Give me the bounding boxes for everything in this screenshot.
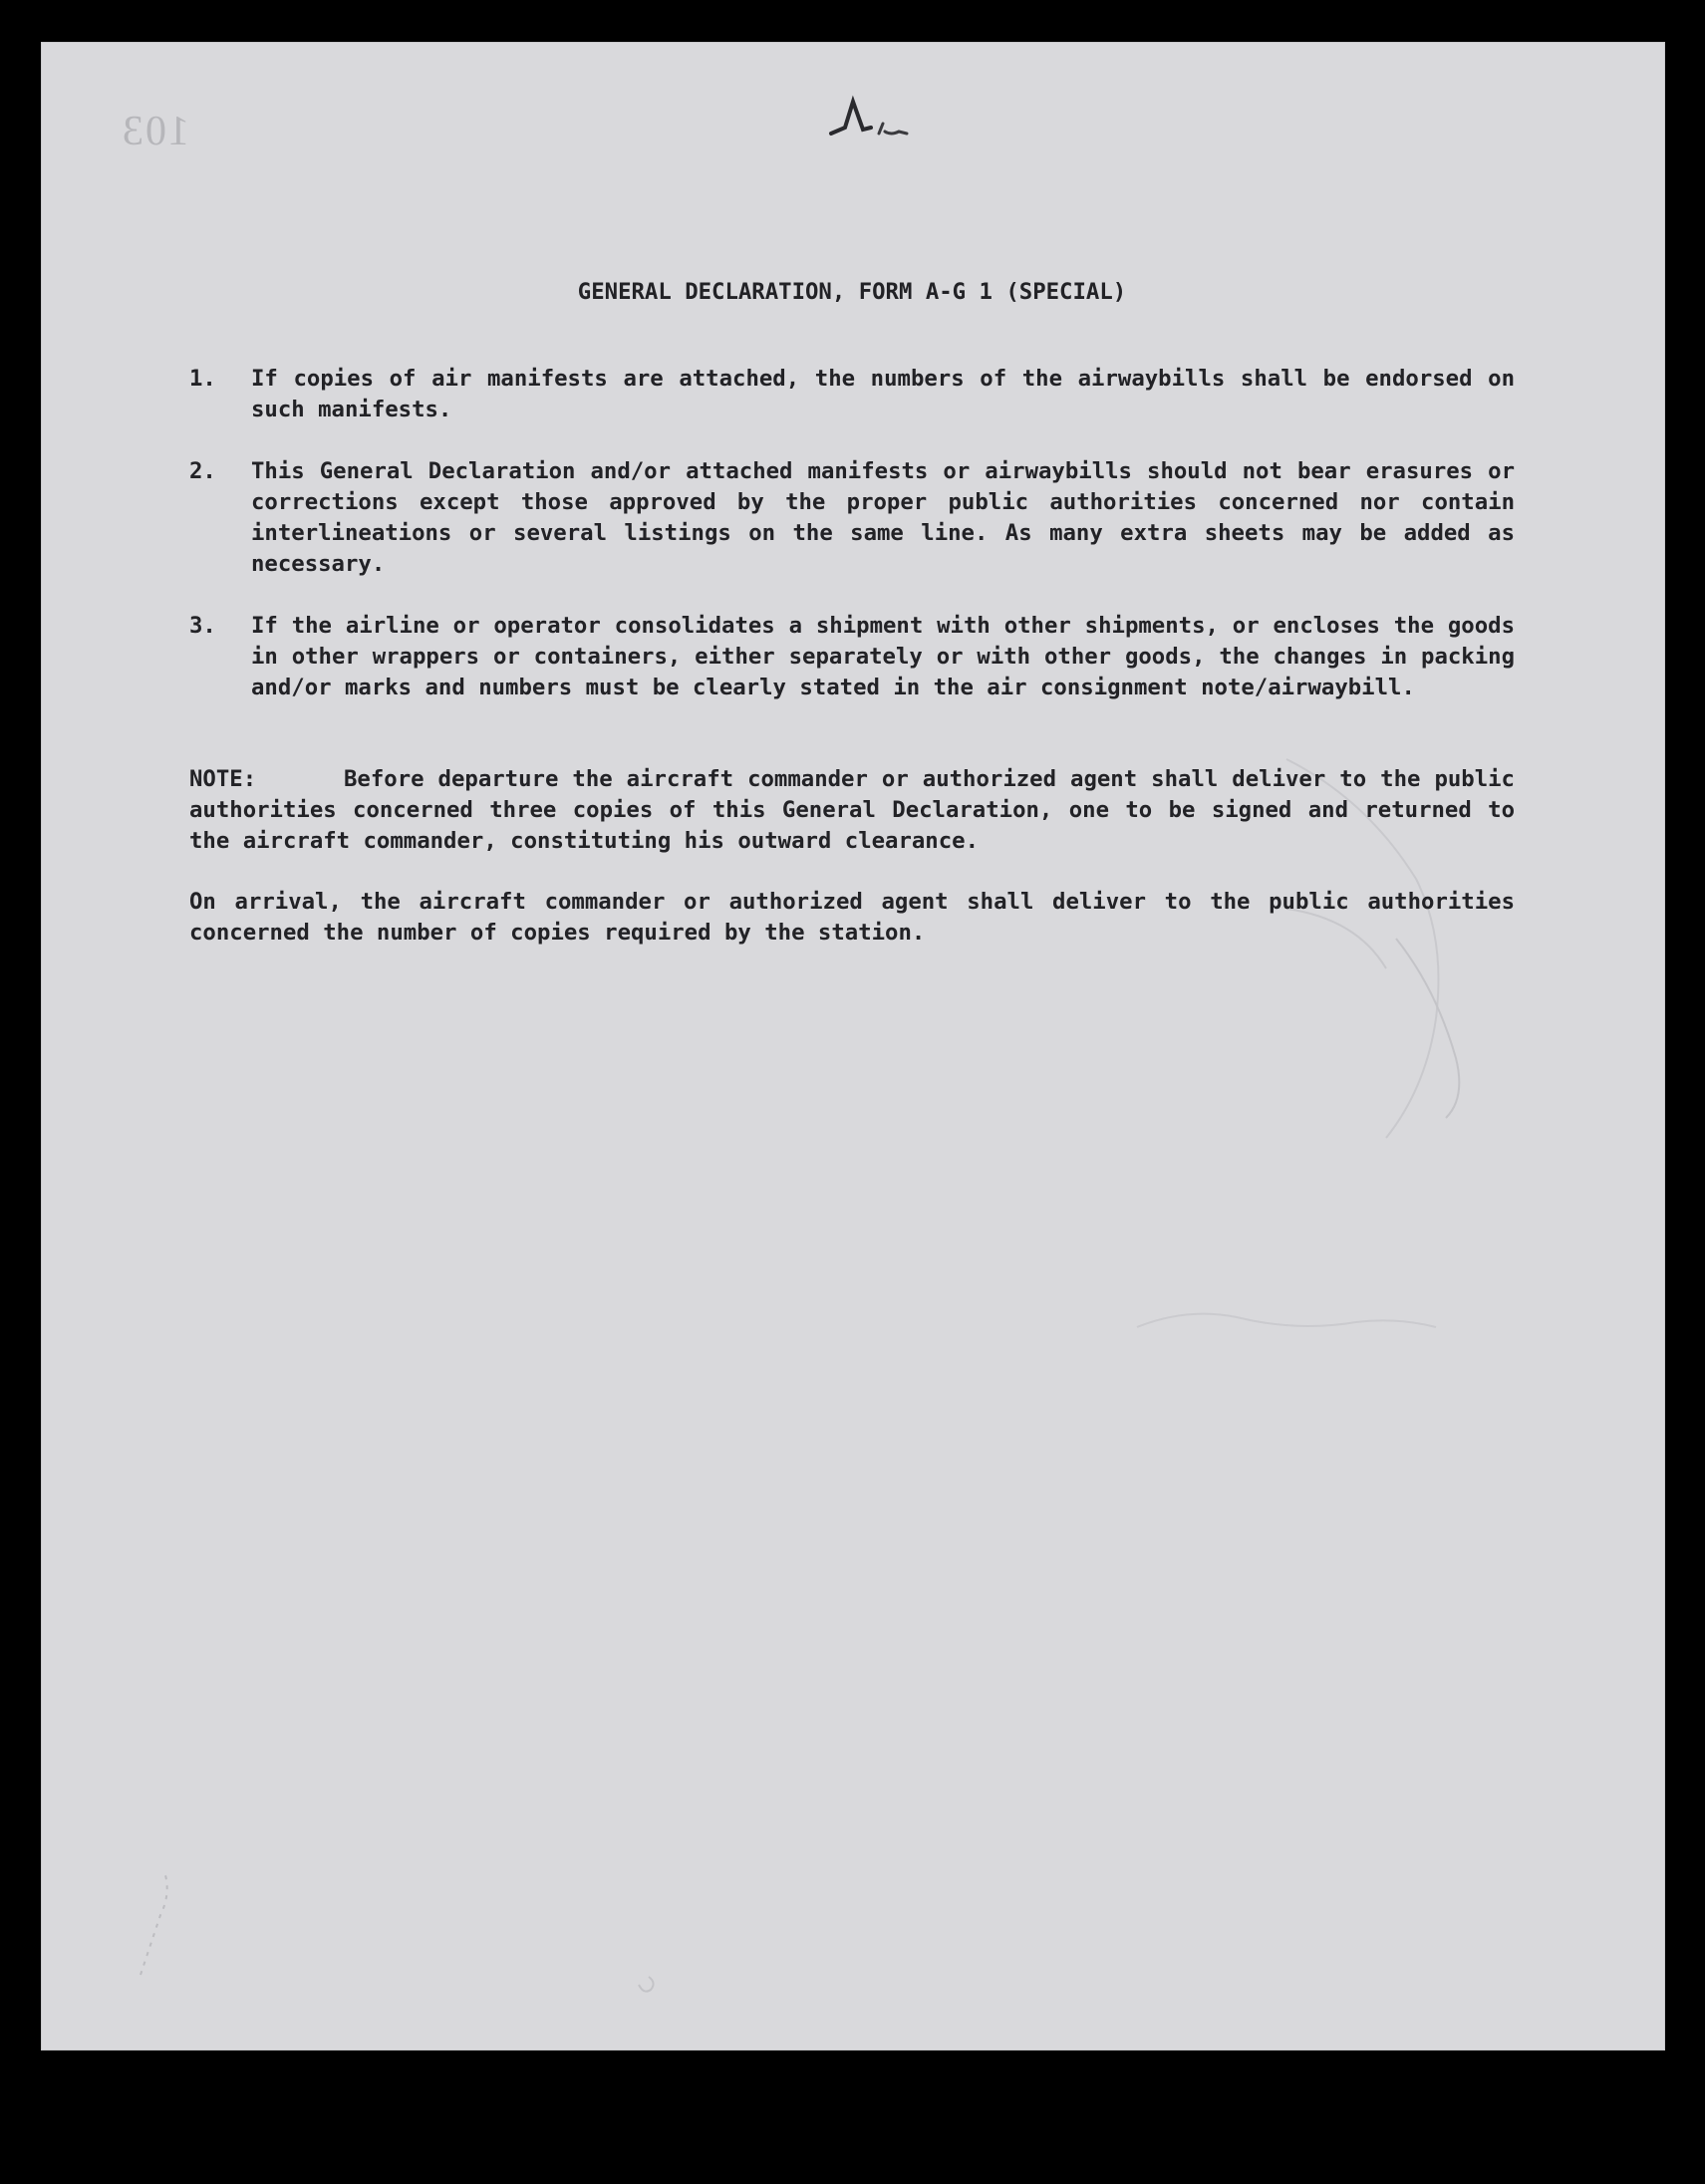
note-text: Before departure the aircraft commander or authorized agent shall deliver to the public authorities concerned three copies of this General Declaration, one to be signed and returned to the aircraft commander, constituting his outward clearance. (189, 766, 1515, 854)
item-text: If copies of air manifests are attached, the numbers of the airwaybills shall be endorsed on such manifests. (251, 366, 1515, 422)
list-item (189, 456, 1515, 580)
faint-page-number: 103 (121, 109, 189, 154)
item-number: 3. (189, 613, 216, 639)
item-number: 1. (189, 366, 216, 392)
arrival-paragraph: On arrival, the aircraft commander or authorized agent shall deliver to the public authorities concerned the number of copies required by the station. (189, 889, 1515, 946)
handwritten-top-mark (823, 94, 913, 141)
list-item (189, 611, 1515, 703)
instructions-list (189, 364, 1515, 703)
document-title: GENERAL DECLARATION, FORM A-G 1 (SPECIAL) (577, 279, 1127, 305)
item-text: If the airline or operator consolidates a shipment with other shipments, or encloses the goods in other wrappers or containers, either separately or with other goods, the changes in packing and/or marks and numbers must be clearly stated in the air consignment note/airwaybill. (251, 613, 1515, 700)
note-label: NOTE: (189, 766, 257, 792)
note-paragraph (189, 764, 1515, 857)
item-number: 2. (189, 458, 216, 484)
declaration-text (189, 277, 1515, 949)
list-item (189, 364, 1515, 425)
item-text: This General Declaration and/or attached manifests or airwaybills should not bear erasures or corrections except those approved by the proper public authorities concerned nor contain interlineations or several listings on the same line. As many extra sheets may be added as necessary. (251, 458, 1515, 577)
